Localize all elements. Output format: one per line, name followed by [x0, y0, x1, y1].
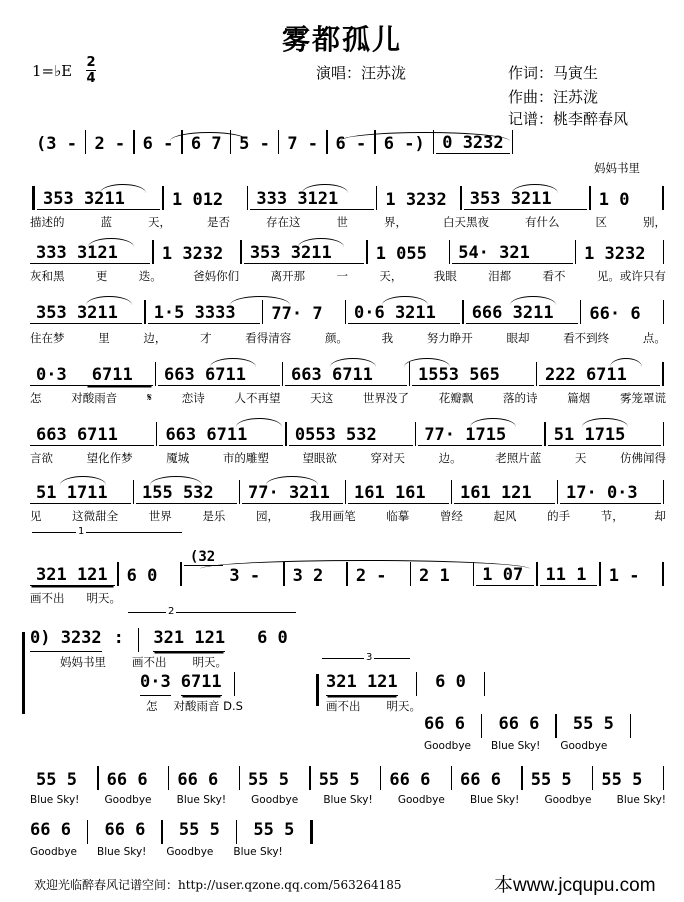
lyric: 描述的 — [30, 215, 65, 229]
lyric: 一 — [336, 269, 348, 283]
measure: 1 055 — [375, 244, 427, 264]
lyric-row-3 — [30, 330, 666, 346]
lyric: 界， — [384, 215, 407, 229]
lyric: 看不到终 — [563, 331, 610, 345]
page-title: 雾都孤儿 — [281, 23, 402, 56]
measure: 1 3232 — [161, 244, 224, 264]
measure: 66 6 — [424, 714, 465, 734]
measure: 66 6 — [106, 770, 148, 790]
measure: (32 — [184, 549, 223, 566]
measure: 1 3232 — [584, 244, 646, 264]
measure: 663 6711 — [30, 425, 154, 446]
measure: 1 012 — [171, 190, 224, 210]
measure: 5 - — [239, 134, 270, 154]
lyric-row-13 — [30, 846, 283, 858]
measure: 663 6711 — [159, 425, 283, 446]
measure: 66 6 — [30, 820, 71, 840]
measure: 1 - — [608, 566, 640, 586]
lyric-row-9 — [146, 698, 243, 714]
key-signature — [32, 62, 72, 80]
lyric: 妈妈书里 — [594, 161, 640, 175]
measure: (3 - — [36, 134, 77, 154]
lyric: 篇烟 — [567, 391, 591, 405]
measure: 55 5 — [178, 820, 220, 840]
lyric-row-5 — [30, 450, 666, 466]
singer-credit: 演唱：汪苏泷 — [316, 64, 407, 82]
lyric: 见 — [30, 509, 42, 523]
segno-sign: 𝄋 — [147, 390, 152, 404]
measure: 2 - — [94, 134, 126, 154]
lyric: 临摹 — [386, 509, 410, 523]
lyric: Blue Sky! — [323, 794, 373, 806]
lyric: 仿佛闻得 — [619, 451, 666, 465]
measure: 6 7 — [190, 134, 222, 154]
measure: 353 3211 — [37, 189, 160, 210]
measure: 353 3211 — [464, 189, 587, 210]
measure: 0) 3232 — [30, 628, 102, 652]
measure: 66 6 — [460, 770, 501, 790]
score-row-11 — [424, 714, 633, 738]
lyric: 眼却 — [506, 331, 530, 345]
composer-credit: 作曲：汪苏泷 — [508, 88, 599, 106]
lyric: 市的雕塑 — [222, 451, 269, 465]
lyric: 看得清容 — [245, 331, 292, 345]
measure: 2 1 — [419, 566, 450, 586]
score-row-9 — [140, 672, 237, 696]
score-row-6 — [30, 478, 666, 504]
measure: 333 3121 — [250, 189, 373, 210]
lyric: 看不 — [542, 269, 566, 283]
lyric: 曾经 — [439, 509, 463, 523]
measure: 6 0 — [257, 628, 288, 648]
measure: 66 6 — [104, 820, 146, 840]
score-row-0 — [30, 128, 666, 154]
lyric: Blue Sky! — [469, 794, 520, 806]
lyric-row-2 — [30, 268, 666, 284]
lyric: 穿对天 — [370, 451, 406, 465]
lyric: 迭。 — [138, 269, 162, 283]
lyric: 边。 — [438, 451, 462, 465]
measure: 3 - — [229, 566, 261, 586]
lyric: 的手 — [547, 509, 571, 523]
measure: 3 2 — [292, 566, 324, 586]
barline — [316, 674, 319, 706]
lyric: 区 — [595, 215, 607, 229]
lyric: Blue Sky! — [30, 794, 80, 806]
measure: 321 121 — [326, 672, 398, 696]
lyric-row-12 — [30, 794, 666, 806]
time-signature-bottom: 4 — [86, 71, 96, 86]
measure: 55 5 — [530, 770, 572, 790]
measure: 6711 — [86, 365, 153, 386]
lyric: 起风 — [493, 509, 517, 523]
lyric-row-0 — [30, 160, 666, 176]
measure: 55 5 — [572, 714, 614, 734]
measure: 55 5 — [318, 770, 360, 790]
lyric-row-7 — [30, 590, 666, 606]
lyric: Goodbye — [560, 740, 608, 752]
lyric: 点。 — [642, 331, 666, 345]
lyric: 老照片蓝 — [495, 451, 542, 465]
lyric: 画不出 — [132, 655, 167, 669]
measure: 6711 — [181, 672, 222, 696]
key-label: 1=♭E — [32, 62, 73, 80]
lyric: 存在这 — [266, 215, 301, 229]
lyric: 见。或许只有 — [596, 269, 666, 283]
lyric: 有什么 — [525, 215, 560, 229]
measure: 6 0 — [126, 566, 158, 586]
measure: 1 3232 — [385, 190, 447, 210]
measure: 55 5 — [248, 770, 289, 790]
lyric: 明天。 — [86, 591, 121, 605]
measure: 0·3 — [140, 672, 171, 696]
measure: 663 6711 — [285, 365, 406, 386]
measure: 6 - — [335, 134, 367, 154]
measure: 321 121 — [30, 565, 115, 586]
lyric-row-6 — [30, 508, 666, 524]
lyric: 却 — [654, 509, 666, 523]
measure: 1 0 — [598, 190, 630, 210]
lyric: 明天。 — [192, 655, 227, 669]
lyric: Blue Sky! — [491, 740, 541, 752]
lyric: Goodbye — [251, 794, 299, 806]
lyric: 我 — [381, 331, 394, 345]
lyric: 蓝 — [100, 215, 112, 229]
measure: 55 5 — [601, 770, 643, 790]
volta-number: 2 — [168, 606, 175, 617]
lyric: 才 — [200, 331, 212, 345]
lyric-row-1 — [30, 214, 666, 230]
measure: 353 3211 — [244, 243, 364, 264]
measure: 51 1711 — [30, 483, 131, 504]
lyric: 世界没了 — [362, 391, 409, 405]
lyric: 努力睁开 — [426, 331, 473, 345]
lyric-row-10 — [326, 698, 421, 714]
measure: 666 3211 — [466, 303, 578, 324]
measure: 55 5 — [36, 770, 77, 790]
lyric: 落的诗 — [502, 391, 538, 405]
score-row-12 — [30, 764, 666, 790]
lyric: 花瓣飘 — [438, 391, 474, 405]
footer-link-text: 欢迎光临醉春风记谱空间：http://user.qzone.qq.com/563264185 — [34, 878, 402, 892]
lyric: 恋诗 — [181, 391, 205, 405]
lyric: 里 — [98, 331, 110, 345]
measure: 155 532 — [136, 483, 237, 504]
measure: 54· 321 — [452, 243, 572, 264]
lyric: Goodbye — [544, 794, 592, 806]
lyric: 园， — [256, 509, 279, 523]
lyric: Goodbye — [104, 794, 152, 806]
lyric: 魇城 — [166, 451, 190, 465]
lyric: 灰和黑 — [30, 269, 65, 283]
measure: 1553 565 — [412, 365, 533, 386]
measure: 6 0 — [435, 672, 466, 692]
measure: 161 161 — [348, 483, 449, 504]
lyric: 世界 — [148, 509, 172, 523]
score-row-5 — [30, 420, 666, 446]
lyric: 对酸雨音 D.S — [173, 699, 243, 713]
lyric: Goodbye — [424, 740, 471, 752]
score-row-10 — [326, 672, 487, 696]
volta-bracket-2 — [128, 612, 296, 613]
measure: 77· 3211 — [242, 483, 343, 504]
measure: 55 5 — [253, 820, 295, 840]
lyric-row-4 — [30, 390, 666, 406]
measure: 0 3232 — [436, 133, 509, 154]
lyric: 节， — [600, 509, 624, 523]
measure: 66 6 — [498, 714, 540, 734]
measure: 66· 6 — [589, 304, 641, 324]
lyric: 怎 — [30, 391, 42, 405]
measure: 66 6 — [177, 770, 219, 790]
measure: 0553 532 — [289, 425, 413, 446]
lyric: 白天黑夜 — [443, 215, 489, 229]
lyric: Goodbye — [166, 846, 214, 858]
lyric: 画不出 — [326, 699, 361, 713]
lyric: 更 — [95, 269, 108, 283]
lyric: 颜。 — [324, 331, 348, 345]
lyric: Blue Sky! — [97, 846, 147, 858]
lyric: 泪都 — [488, 269, 512, 283]
measure: 6 -) — [383, 134, 425, 154]
measure: 663 6711 — [158, 365, 279, 386]
volta-number: 3 — [366, 652, 373, 663]
lyric: 爸妈你们 — [193, 269, 240, 283]
lyric: 我用画笔 — [309, 509, 356, 523]
lyric: 我眼 — [433, 269, 457, 283]
transcriber-credit: 记谱：桃李醉春风 — [508, 110, 629, 128]
lyric: 人不再望 — [234, 391, 281, 405]
lyric: 望眼欲 — [302, 451, 337, 465]
lyric: 边， — [143, 331, 167, 345]
measure: 77· 7 — [271, 304, 323, 324]
measure: 1·5 3333 — [148, 303, 260, 324]
measure: 0·6 3211 — [348, 303, 460, 324]
lyric: 世 — [336, 215, 348, 229]
measure: 222 6711 — [539, 365, 660, 386]
lyric: 是乐 — [202, 509, 226, 523]
lyric: Blue Sky! — [616, 794, 666, 806]
lyric: 天这 — [310, 391, 334, 405]
score-row-13 — [30, 820, 315, 844]
lyric: 是否 — [207, 215, 230, 229]
measure: 333 3121 — [30, 243, 150, 264]
score-row-8: 0) 3232 : 321 121 6 0 — [30, 628, 288, 652]
lyric: 这微甜全 — [72, 509, 119, 523]
measure: 7 - — [287, 134, 319, 154]
lyric: 天 — [574, 451, 587, 465]
lyric: 天， — [379, 269, 403, 283]
lyric: 妈妈书里 — [60, 655, 106, 669]
lyric: 画不出 — [30, 591, 65, 605]
measure: 66 6 — [389, 770, 431, 790]
volta-bracket-1 — [32, 532, 182, 533]
lyric-row-11 — [424, 740, 607, 752]
lyricist-credit: 作词：马寅生 — [508, 64, 599, 82]
measure: 161 121 — [454, 483, 555, 504]
lyric: 怎 — [146, 699, 158, 713]
measure: 17· 0·3 — [560, 483, 661, 504]
site-watermark: 本www.jcqupu.com — [494, 875, 656, 896]
measure: 51 1715 — [548, 425, 661, 446]
lyric: Goodbye — [30, 846, 77, 858]
lyric: Blue Sky! — [176, 794, 227, 806]
lyric: 对酸雨音 — [71, 391, 118, 405]
lyric: 雾笼罩谎 — [619, 391, 666, 405]
measure: 77· 1715 — [418, 425, 542, 446]
time-signature-top: 2 — [86, 55, 96, 70]
measure: 0·3 — [30, 365, 86, 386]
measure: 11 1 — [540, 565, 598, 586]
lyric: 望化作梦 — [86, 451, 133, 465]
lyric-row-8 — [60, 654, 227, 670]
volta-number: 1 — [78, 526, 85, 537]
repeat-barline — [22, 632, 25, 714]
lyric: 离开那 — [270, 269, 306, 283]
measure: 2 - — [355, 566, 387, 586]
lyric: 住在梦 — [30, 331, 65, 345]
time-signature — [86, 56, 96, 85]
lyric: 天， — [148, 215, 171, 229]
lyric: 明天。 — [386, 699, 421, 713]
lyric: 言欲 — [30, 451, 53, 465]
lyric: Goodbye — [397, 794, 445, 806]
lyric: 别， — [643, 215, 666, 229]
lyric: Blue Sky! — [233, 846, 283, 858]
measure: 321 121 — [153, 628, 225, 652]
measure: 6 - — [142, 134, 174, 154]
measure: 353 3211 — [30, 303, 142, 324]
measure: 1 07 — [476, 565, 534, 586]
